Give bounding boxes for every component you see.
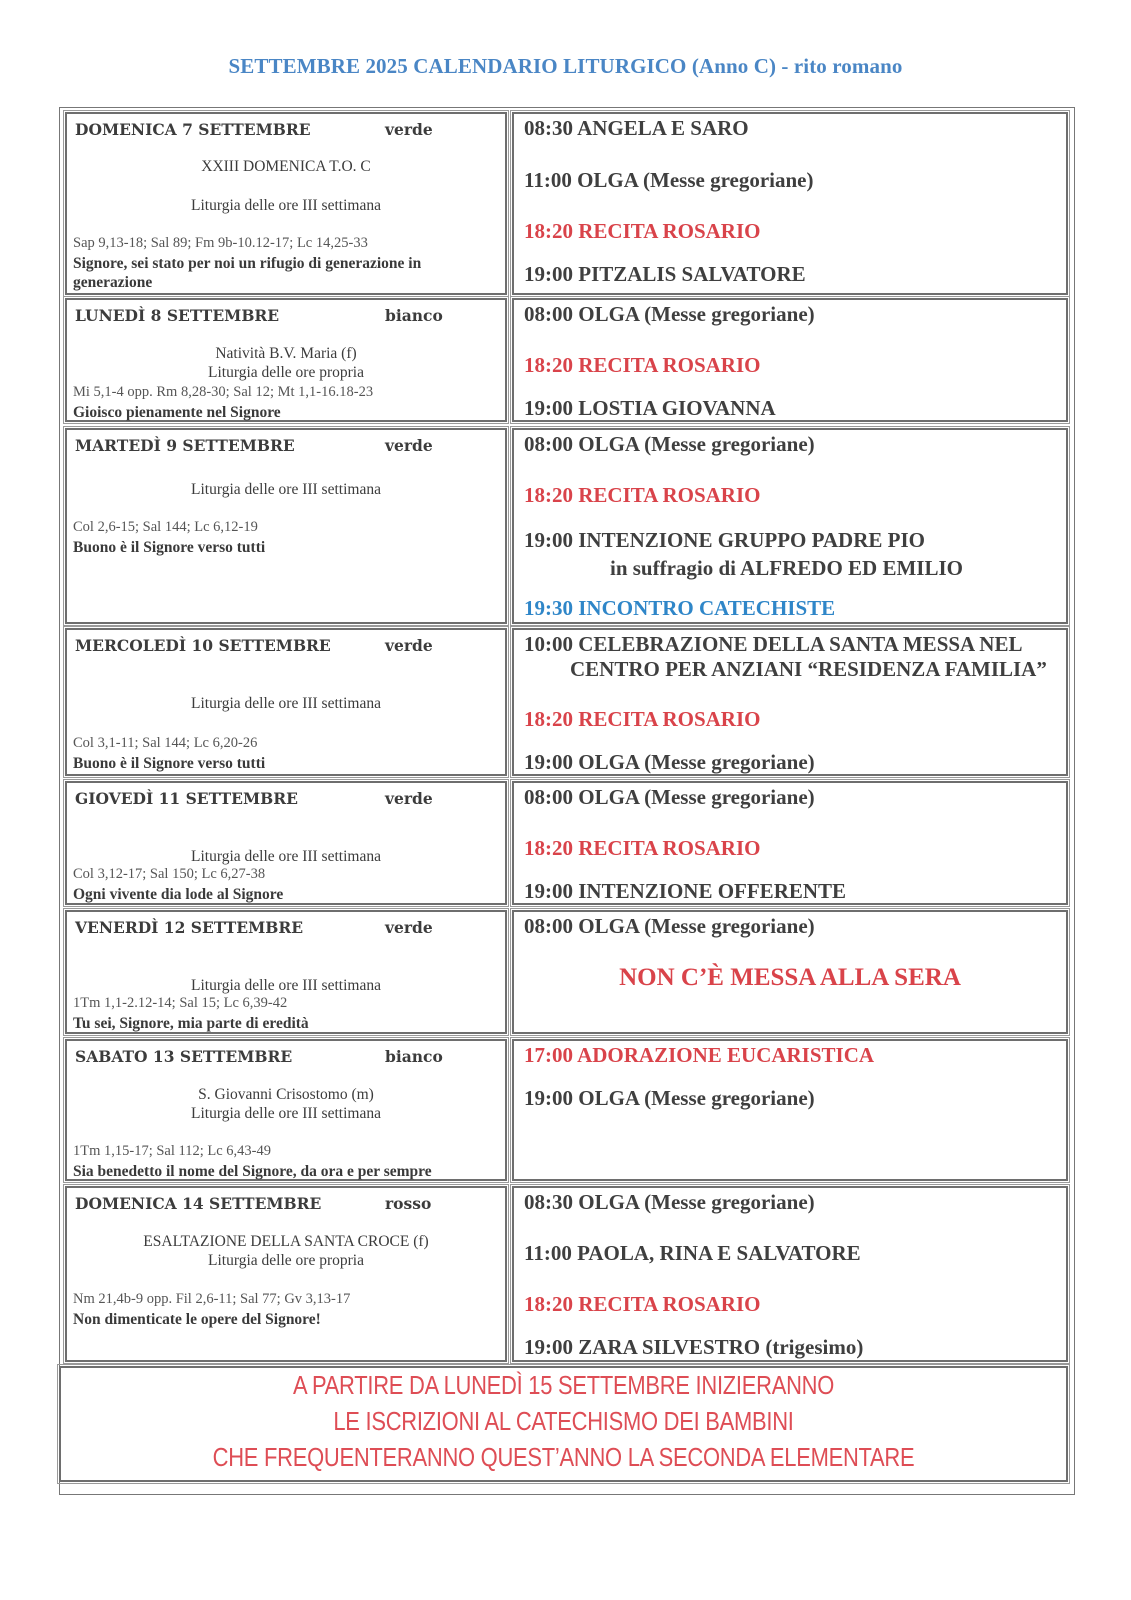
liturgy-hours: Liturgia delle ore III settimana: [191, 481, 381, 498]
no-evening-mass-notice: NON C’È MESSA ALLA SERA: [619, 964, 961, 991]
psalm-response: Non dimenticate le opere del Signore!: [73, 1311, 321, 1328]
day-info-cell: [65, 1186, 507, 1362]
event-item: 19:00 PITZALIS SALVATORE: [524, 262, 806, 286]
liturgical-color: verde: [385, 918, 433, 937]
day-info-cell: [65, 910, 507, 1034]
liturgy-hours: Liturgia delle ore III settimana: [191, 695, 381, 712]
day-events-cell: [512, 1186, 1068, 1362]
day-info-cell: [65, 428, 507, 624]
liturgical-color: bianco: [385, 1047, 443, 1066]
liturgical-color: verde: [385, 636, 433, 655]
day-heading: SABATO 13 SETTEMBRE: [75, 1047, 293, 1066]
event-item: 19:00 OLGA (Messe gregoriane): [524, 1086, 815, 1110]
psalm-response: Ogni vivente dia lode al Signore: [73, 886, 284, 903]
psalm-response: Sia benedetto il nome del Signore, da ora e per sempre: [73, 1163, 432, 1180]
day-events-cell: [512, 910, 1068, 1034]
liturgical-color: verde: [385, 789, 433, 808]
event-line-continued: in suffragio di ALFREDO ED EMILIO: [610, 556, 963, 580]
liturgy-hours: Liturgia delle ore propria: [208, 1252, 364, 1269]
readings: Mi 5,1-4 opp. Rm 8,28-30; Sal 12; Mt 1,1-16.18-23: [73, 384, 374, 400]
event-line: 10:00 CELEBRAZIONE DELLA SANTA MESSA NEL: [524, 632, 1023, 656]
event-item: 18:20 RECITA ROSARIO: [524, 483, 761, 507]
notice-line: CHE FREQUENTERANNO QUEST’ANNO LA SECONDA ELEMENTARE: [212, 1444, 915, 1472]
day-info-cell: [65, 781, 507, 905]
page-title: SETTEMBRE 2025 CALENDARIO LITURGICO (Anno C) - rito romano: [228, 54, 903, 78]
psalm-response: Gioisco pienamente nel Signore: [73, 404, 281, 421]
day-info-cell: [65, 628, 507, 776]
event-item: 18:20 RECITA ROSARIO: [524, 836, 761, 860]
liturgy-hours: Liturgia delle ore propria: [208, 364, 364, 381]
event-item: 11:00 PAOLA, RINA E SALVATORE: [524, 1241, 861, 1265]
celebration-title: S. Giovanni Crisostomo (m): [198, 1086, 374, 1103]
event-item: 08:30 ANGELA E SARO: [524, 116, 749, 140]
day-events-cell: [512, 298, 1068, 422]
readings: 1Tm 1,1-2.12-14; Sal 15; Lc 6,39-42: [73, 995, 288, 1011]
liturgy-hours: Liturgia delle ore III settimana: [191, 848, 381, 865]
event-item: 19:30 INCONTRO CATECHISTE: [524, 596, 836, 620]
event-item: 11:00 OLGA (Messe gregoriane): [524, 168, 814, 192]
celebration-title: XXIII DOMENICA T.O. C: [201, 158, 371, 175]
day-heading: DOMENICA 7 SETTEMBRE: [75, 120, 311, 139]
readings: 1Tm 1,15-17; Sal 112; Lc 6,43-49: [73, 1143, 272, 1159]
psalm-response: Buono è il Signore verso tutti: [73, 755, 266, 772]
day-heading: LUNEDÌ 8 SETTEMBRE: [75, 306, 280, 325]
event-item: 19:00 INTENZIONE OFFERENTE: [524, 879, 847, 903]
day-events-cell: [512, 112, 1068, 295]
day-events-cell: [512, 781, 1068, 905]
day-info-cell: [65, 1039, 507, 1181]
psalm-response: Tu sei, Signore, mia parte di eredità: [73, 1015, 309, 1032]
event-item: 18:20 RECITA ROSARIO: [524, 219, 761, 243]
psalm-response: Buono è il Signore verso tutti: [73, 539, 266, 556]
readings: Col 3,1-11; Sal 144; Lc 6,20-26: [73, 735, 258, 751]
event-item: 19:00 LOSTIA GIOVANNA: [524, 396, 776, 420]
event-item: 18:20 RECITA ROSARIO: [524, 1292, 761, 1316]
day-heading: MARTEDÌ 9 SETTEMBRE: [75, 436, 295, 455]
event-line: 19:00 INTENZIONE GRUPPO PADRE PIO: [524, 528, 925, 552]
readings: Nm 21,4b-9 opp. Fil 2,6-11; Sal 77; Gv 3,13-17: [73, 1291, 351, 1307]
event-item: 17:00 ADORAZIONE EUCARISTICA: [524, 1043, 875, 1067]
event-line-continued: CENTRO PER ANZIANI “RESIDENZA FAMILIA”: [570, 657, 1047, 681]
celebration-title: Natività B.V. Maria (f): [215, 345, 357, 362]
event-item: [524, 632, 1047, 682]
event-item: 19:00 OLGA (Messe gregoriane): [524, 750, 815, 774]
day-events-cell: [512, 428, 1068, 624]
day-events-cell: [512, 1039, 1068, 1181]
day-events-cell: [512, 628, 1068, 776]
notice-line: LE ISCRIZIONI AL CATECHISMO DEI BAMBINI: [333, 1408, 794, 1436]
event-item: 08:00 OLGA (Messe gregoriane): [524, 302, 815, 326]
readings: Col 3,12-17; Sal 150; Lc 6,27-38: [73, 866, 266, 882]
celebration-title: ESALTAZIONE DELLA SANTA CROCE (f): [143, 1233, 429, 1250]
event-item: 18:20 RECITA ROSARIO: [524, 353, 761, 377]
liturgical-color: verde: [385, 120, 433, 139]
notice-line: A PARTIRE DA LUNEDÌ 15 SETTEMBRE INIZIERANNO: [292, 1372, 835, 1400]
readings: Col 2,6-15; Sal 144; Lc 6,12-19: [73, 519, 258, 535]
day-heading: MERCOLEDÌ 10 SETTEMBRE: [75, 636, 331, 655]
liturgy-hours: Liturgia delle ore III settimana: [191, 197, 381, 214]
event-item: 19:00 ZARA SILVESTRO (trigesimo): [524, 1335, 864, 1359]
day-heading: GIOVEDÌ 11 SETTEMBRE: [75, 789, 298, 808]
liturgical-color: rosso: [385, 1194, 432, 1213]
catechism-registration-notice: [59, 1366, 1068, 1482]
liturgy-hours: Liturgia delle ore III settimana: [191, 977, 381, 994]
psalm-response: Signore, sei stato per noi un rifugio di generazione in generazione: [73, 255, 422, 291]
liturgical-color: verde: [385, 436, 433, 455]
liturgy-hours: Liturgia delle ore III settimana: [191, 1105, 381, 1122]
liturgical-color: bianco: [385, 306, 443, 325]
event-item: 08:00 OLGA (Messe gregoriane): [524, 432, 815, 456]
event-item: [524, 526, 963, 582]
day-heading: DOMENICA 14 SETTEMBRE: [75, 1194, 322, 1213]
readings: Sap 9,13-18; Sal 89; Fm 9b-10.12-17; Lc 14,25-33: [73, 235, 368, 251]
event-item: 08:00 OLGA (Messe gregoriane): [524, 785, 815, 809]
event-item: 08:30 OLGA (Messe gregoriane): [524, 1190, 815, 1214]
event-item: 18:20 RECITA ROSARIO: [524, 707, 761, 731]
event-item: 08:00 OLGA (Messe gregoriane): [524, 914, 815, 938]
day-heading: VENERDÌ 12 SETTEMBRE: [75, 918, 304, 937]
day-info-cell: [65, 112, 507, 295]
day-info-cell: [65, 298, 507, 422]
